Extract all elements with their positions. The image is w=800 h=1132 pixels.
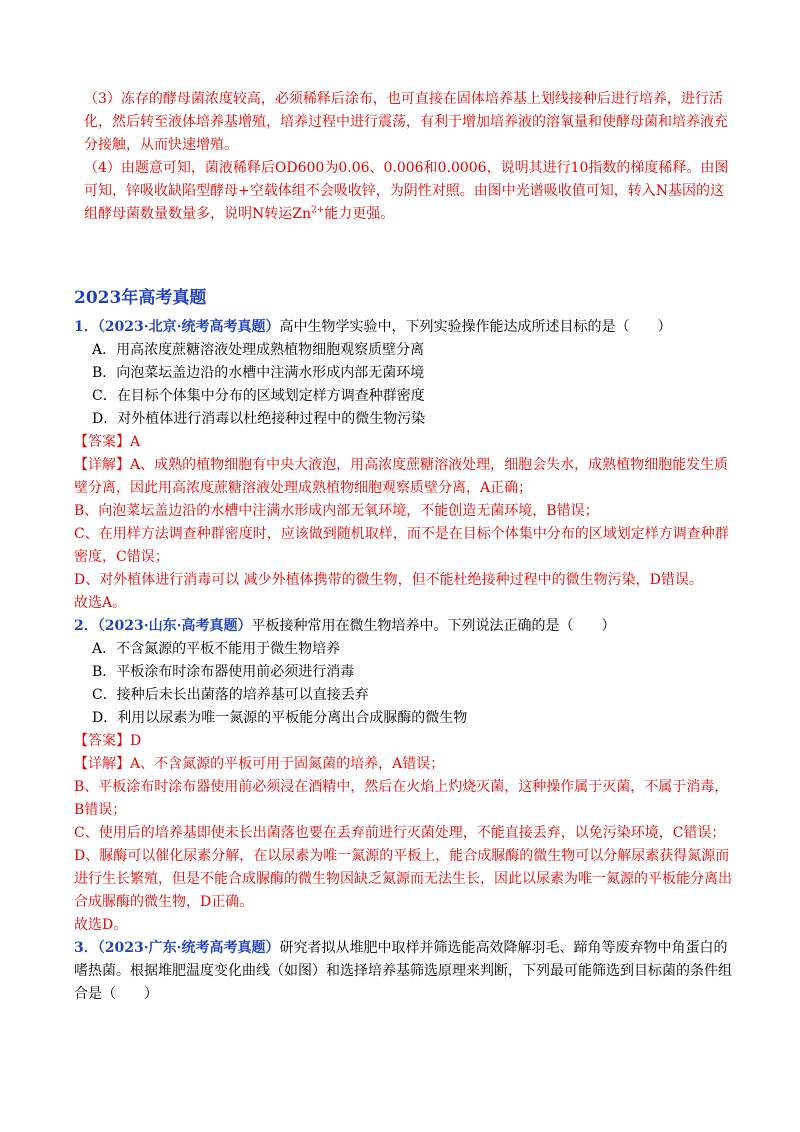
detail-line-c: C、在用样方法调查种群密度时，应该做到随机取样，而不是在目标个体集中分布的区域划定样方调查种群密度，C错误；	[74, 526, 729, 565]
question-source: （2023·北京·统考高考真题）	[97, 319, 280, 335]
question-number: 1．	[74, 319, 98, 335]
answer-line: 【答案】D	[74, 733, 142, 749]
detail-line-b: B、平板涂布时涂布器使用前必须浸在酒精中，然后在火焰上灼烧灭菌，这种操作属于灭菌，不属于消毒，B错误；	[74, 779, 729, 818]
analysis-paragraph-3: （3）冻存的酵母菌浓度较高，必须稀释后涂布，也可直接在固体培养基上划线接种后进行培养，进行活化，然后转至液体培养基增殖，培养过程中进行震荡，有利于增加培养液的溶氧量和使酵母菌和培养液充分接触，从而快速增殖。	[84, 91, 728, 153]
detail-line-a: 【详解】A、成熟的植物细胞有中央大液泡，用高浓度蔗糖溶液处理，细胞会失水，成熟植物细胞能发生质壁分离，因此用高浓度蔗糖溶液处理成熟植物细胞观察质壁分离，A正确；	[74, 457, 729, 496]
detail-line-a: 【详解】A、不含氮源的平板可用于固氮菌的培养，A错误；	[74, 756, 445, 772]
option-d: D．利用以尿素为唯一氮源的平板能分离出合成脲酶的微生物	[92, 710, 468, 726]
section-title: 2023年高考真题	[74, 288, 207, 308]
option-c: C．接种后未长出菌落的培养基可以直接丢弃	[92, 687, 369, 703]
question-1-stem: 1．（2023·北京·统考高考真题）高中生物学实验中，下列实验操作能达成所述目标的是（ ）	[74, 319, 672, 335]
option-a: A．用高浓度蔗糖溶液处理成熟植物细胞观察质壁分离	[92, 342, 425, 358]
question-source: （2023·山东·高考真题）	[97, 618, 252, 634]
question-3-stem: 3．（2023·广东·统考高考真题）研究者拟从堆肥中取样并筛选能高效降解羽毛、蹄角等废弃物中角蛋白的嗜热菌。根据堆肥温度变化曲线（如图）和选择培养基筛选原理来判断，下列最可能筛选到目标菌的条件组合是（ ）	[74, 940, 732, 1002]
question-1	[74, 316, 734, 615]
conclusion: 故选D。	[74, 917, 128, 933]
conclusion: 故选A。	[74, 595, 127, 611]
option-c: C．在目标个体集中分布的区域划定样方调查种群密度	[92, 388, 425, 404]
question-2-stem: 2．（2023·山东·高考真题）平板接种常用在微生物培养中。下列说法正确的是（ ）	[74, 618, 616, 634]
option-a: A．不含氮源的平板不能用于微生物培养	[92, 641, 341, 657]
question-number: 3．	[74, 940, 98, 956]
document-page	[74, 88, 734, 1006]
detail-line-b: B、向泡菜坛盖边沿的水槽中注满水形成内部无氧环境，不能创造无菌环境，B错误；	[74, 503, 599, 519]
option-b: B．平板涂布时涂布器使用前必须进行消毒	[92, 664, 355, 680]
analysis-paragraph-4: （4）由题意可知，菌液稀释后OD600为0.06、0.006和0.0006，说明其进行10指数的梯度稀释。由图可知，锌吸收缺陷型酵母+空载体组不会吸收锌，为阴性对照。由图中光谱吸收值可知，转入N基因的这组酵母菌数量数量多，说明N转运$Zn^{2+}$能力更强。	[84, 160, 729, 222]
question-source: （2023·广东·统考高考真题）	[97, 940, 280, 956]
option-b: B．向泡菜坛盖边沿的水槽中注满水形成内部无菌环境	[92, 365, 425, 381]
question-3	[74, 937, 734, 1006]
option-d: D．对外植体进行消毒以杜绝接种过程中的微生物污染	[92, 411, 426, 427]
detail-line-d: D、脲酶可以催化尿素分解，在以尿素为唯一氮源的平板上，能合成脲酶的微生物可以分解尿素获得氮源而进行生长繁殖，但是不能合成脲酶的微生物因缺乏氮源而无法生长，因此以尿素为唯一氮源的平板能分离出合成脲酶的微生物，D正确。	[74, 848, 732, 910]
detail-line-c: C、使用后的培养基即使未长出菌落也要在丢弃前进行灭菌处理，不能直接丢弃，以免污染环境，C错误；	[74, 825, 726, 841]
answer-line: 【答案】A	[74, 434, 141, 450]
detail-line-d: D、对外植体进行消毒可以 减少外植体携带的微生物，但不能杜绝接种过程中的微生物污染，D错误。	[74, 572, 703, 588]
question-number: 2．	[74, 618, 98, 634]
question-2	[74, 615, 734, 937]
